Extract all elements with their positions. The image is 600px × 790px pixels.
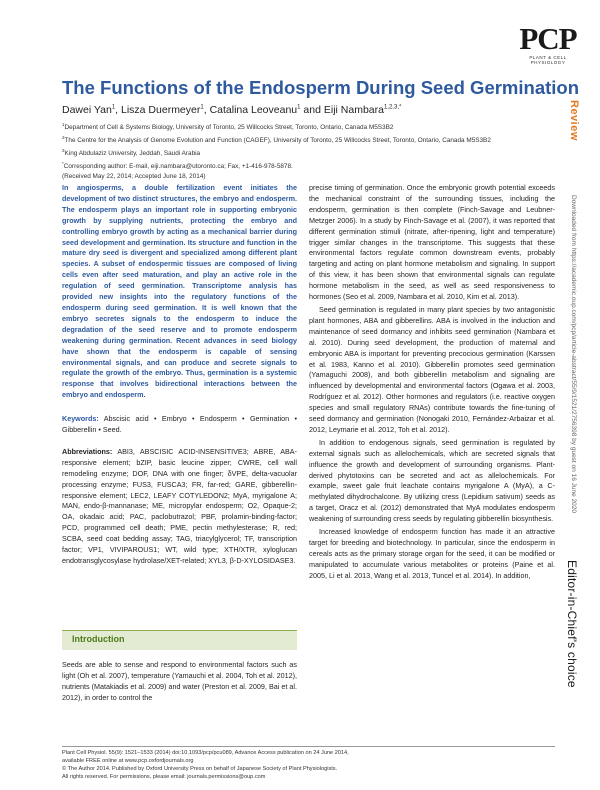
body-paragraph: Seed germination is regulated in many plant species by two antagonistic plant hormones, ABA and gibberellins. ABA is involved in the induction and maintenance of seed dormancy and inhibits seed germination (Nambara et al. 2010). During seed development, the production of maternal and embryonic ABA is important for preventing precocious germination (Karssen et al. 1983, Kanno et al. 2010). Gibberellin promotes seed germination (Yamaguchi 2008), and both gibberellin metabolism and signaling are influenced by developmental and environmental factors (Ogawa et al. 2003, Rodríguez et al. 2012). Other hormones and regulators (i.e. reactive oxygen species and small regulatory RNAs) contribute towards the fine-tuning of seed dormancy and germination (Nonogaki 2010, Fernández-Arbaizar et al. 2012, Leymarie et al. 2012, Toh et al. 2012).: [309, 304, 555, 434]
author-name: Dawei Yan: [62, 104, 112, 116]
footer: [62, 749, 555, 781]
affiliation-line: $^3$King Abdulaziz University, Jeddah, Saudi Arabia: [62, 147, 201, 157]
availability-line: available FREE online at www.pcp.oxfordjournals.org: [62, 758, 194, 764]
received-dates: (Received May 22, 2014; Accepted June 18, 2014): [62, 172, 206, 180]
keywords: [62, 414, 297, 436]
author-name: Eiji Nambara: [323, 104, 384, 116]
copyright-line: © The Author 2014. Published by Oxford University Press on behalf of Japanese Society of Plant Physiologists.: [62, 766, 338, 772]
footer-divider: [62, 746, 555, 747]
author-name: Catalina Leoveanu: [209, 104, 298, 116]
author-name: Lisza Duermeyer: [121, 104, 201, 116]
introduction-heading-bar: [62, 630, 297, 650]
abbreviations-text: ABI3, ABSCISIC ACID-INSENSITIVE3; ABRE, ABA-responsive element; bZIP, basic leucine zipper; CWRE, cell wall remodeling enzyme; DOF, DNA with one finger; δVPE, delta-vacuolar processing enzyme; FUS3, FUSCA3; FR, far-red; GARE, gibberellin-responsive element; LEC2, LEAFY COTYLEDON2; MyA, myrigalone A; MAN, endo-β-mannanase; ME, micropylar endosperm; O2, Opaque-2; OA, okadaic acid; PAC, paclobutrazol; PBF, prolamin-binding-factor; PCD, programmed cell death; PME, pectin methylesterase; R, red; SCBA, seed coat bedding assay; TAG, triacylglycerol; TF, transcription factor; VP1, VIVIPAROUS1; WT, wild type; XTH/XTR, xyloglucan endotransglycosylase hydrolase/XET-related; XYL3, β-D-XYLOSIDASE3.: [62, 446, 297, 565]
abstract: In angiosperms, a double fertilization event initiates the development of two distinct structures, the embryo and endosperm. The endosperm plays an important role in supporting embryonic growth by supplying nutrients, protecting the embryo and controlling embryo growth by acting as a mechanical barrier during seed development and germination. Its structure and function in the mature dry seed is divergent and specialized among different plant species. A subset of endospermic tissues are composed of living cells even after seed maturation, and play an active role in the regulation of seed germination. Transcriptome analysis has provided new insights into the regulatory functions of the endosperm during seed germination. It is well known that the embryo secretes signals to the endosperm to induce the degradation of the seed reserve and to promote endosperm weakening during germination. Recent advances in seed biology have shown that the endosperm is capable of sensing environmental signals, and can produce and secrete signals to regulate the growth of the embryo. Thus, germination is a systemic response that involves bidirectional interactions between the embryo and endosperm.: [62, 183, 297, 400]
author-list: Dawei Yan$^1$, Lisza Duermeyer$^1$, Catalina Leoveanu$^1$ and Eiji Nambara$^{1,2,3,*}$: [62, 104, 402, 116]
affiliations: [62, 120, 522, 181]
logo-mark: PCP: [519, 21, 577, 56]
keywords-label: Keywords:: [62, 414, 99, 424]
download-note: Downloaded from https://academic.oup.com/pcp/article-abstract/55/9/1521/2756398 by guest on 16 June 2020: [570, 195, 577, 513]
review-label: Review: [568, 100, 580, 141]
logo-subtitle: PLANT & CELL PHYSIOLOGY: [529, 55, 567, 65]
citation-line: Plant Cell Physiol. 55(9): 1521–1533 (2014) doi:10.1093/pcp/pcu089, Advance Access publication on 24 June 2014,: [62, 750, 349, 756]
abbreviations-label: Abbreviations:: [62, 446, 113, 456]
abbreviations: [62, 447, 297, 567]
journal-logo: [516, 21, 580, 66]
affiliation-line: $^1$Department of Cell & Systems Biology, University of Toronto, 25 Willcocks Street, Toronto, Ontario, Canada M5S3B2: [62, 122, 394, 132]
article-title: The Functions of the Endosperm During Seed Germination: [62, 77, 580, 98]
introduction-heading: Introduction: [72, 634, 125, 644]
keywords-text: Abscisic acid • Embryo • Endosperm • Germination • Gibberellin • Seed.: [62, 414, 297, 435]
introduction-paragraph: Seeds are able to sense and respond to environmental factors such as light (Oh et al. 2007), temperature (Yamauchi et al. 2004, Toh et al. 2012), nutrients (Matakiadis et al. 2009) and water (Preston et al. 2009, Bai et al. 2012), in order to control the: [62, 660, 297, 702]
editor-choice-label: Editor-in-Chief's choice: [565, 560, 579, 688]
right-column: [309, 183, 555, 582]
corresponding-author: *Corresponding author: E-mail, eiji.nambara@utoronto.ca; Fax, +1-416-978-5878.: [62, 160, 293, 170]
body-paragraph: precise timing of germination. Once the embryonic growth potential exceeds the mechanical constraint of the surrounding tissues, including the endosperm, germination is then complete (Finch-Savage and Leubner-Metzger 2006). In a study by Finch-Savage et al. (2007), it was reported that different germination stimuli (nitrate, after-ripening, light and temperature) trigger similar changes in the transcriptome. This suggests that these environmental factors regulate common downstream events, probably targeting and acting on plant hormone metabolism and signaling. In support of this view, it has been shown that environmental signals can regulate hormone metabolism in the seed, as well as seed responsiveness to hormones (Seo et al. 2009, Nambara et al. 2010, Kim et al. 2013).: [309, 183, 555, 302]
affiliation-line: $^2$The Centre for the Analysis of Genome Evolution and Function (CAGEF), University of Toronto, 25 Willcocks Street, Toronto, Ontario, Canada M5S3B2: [62, 134, 491, 145]
body-paragraph: Increased knowledge of endosperm function has made it an attractive target for breeding and biotechnology. In particular, since the endosperm in cereals acts as the primary storage organ for the seed, it can be modified or manipulated to accumulate various metabolites or proteins (Paine et al. 2005, Li et al. 2013, Wang et al. 2013, Tuncel et al. 2014). In addition,: [309, 527, 555, 580]
permissions-line: All rights reserved. For permissions, please email: journals.permissions@oup.com: [62, 774, 266, 780]
left-column: [62, 183, 297, 567]
body-paragraph: In addition to endogenous signals, seed germination is regulated by external signals such as allelochemicals, which are secreted signals that influence the growth and development of surrounding organisms. Plant-derived phytotoxins can be secreted and act as allelochemicals. For example, sweet gale fruit leachate contains myrigalone A (MyA), a C-methylated dihydrochalcone. By utilizing cress (Lepidium sativum) seeds as a target, Oracz et al. (2012) demonstrated that MyA modulates endosperm weakening of surrounding cress seeds by regulating gibberellin biosynthesis.: [309, 437, 555, 524]
